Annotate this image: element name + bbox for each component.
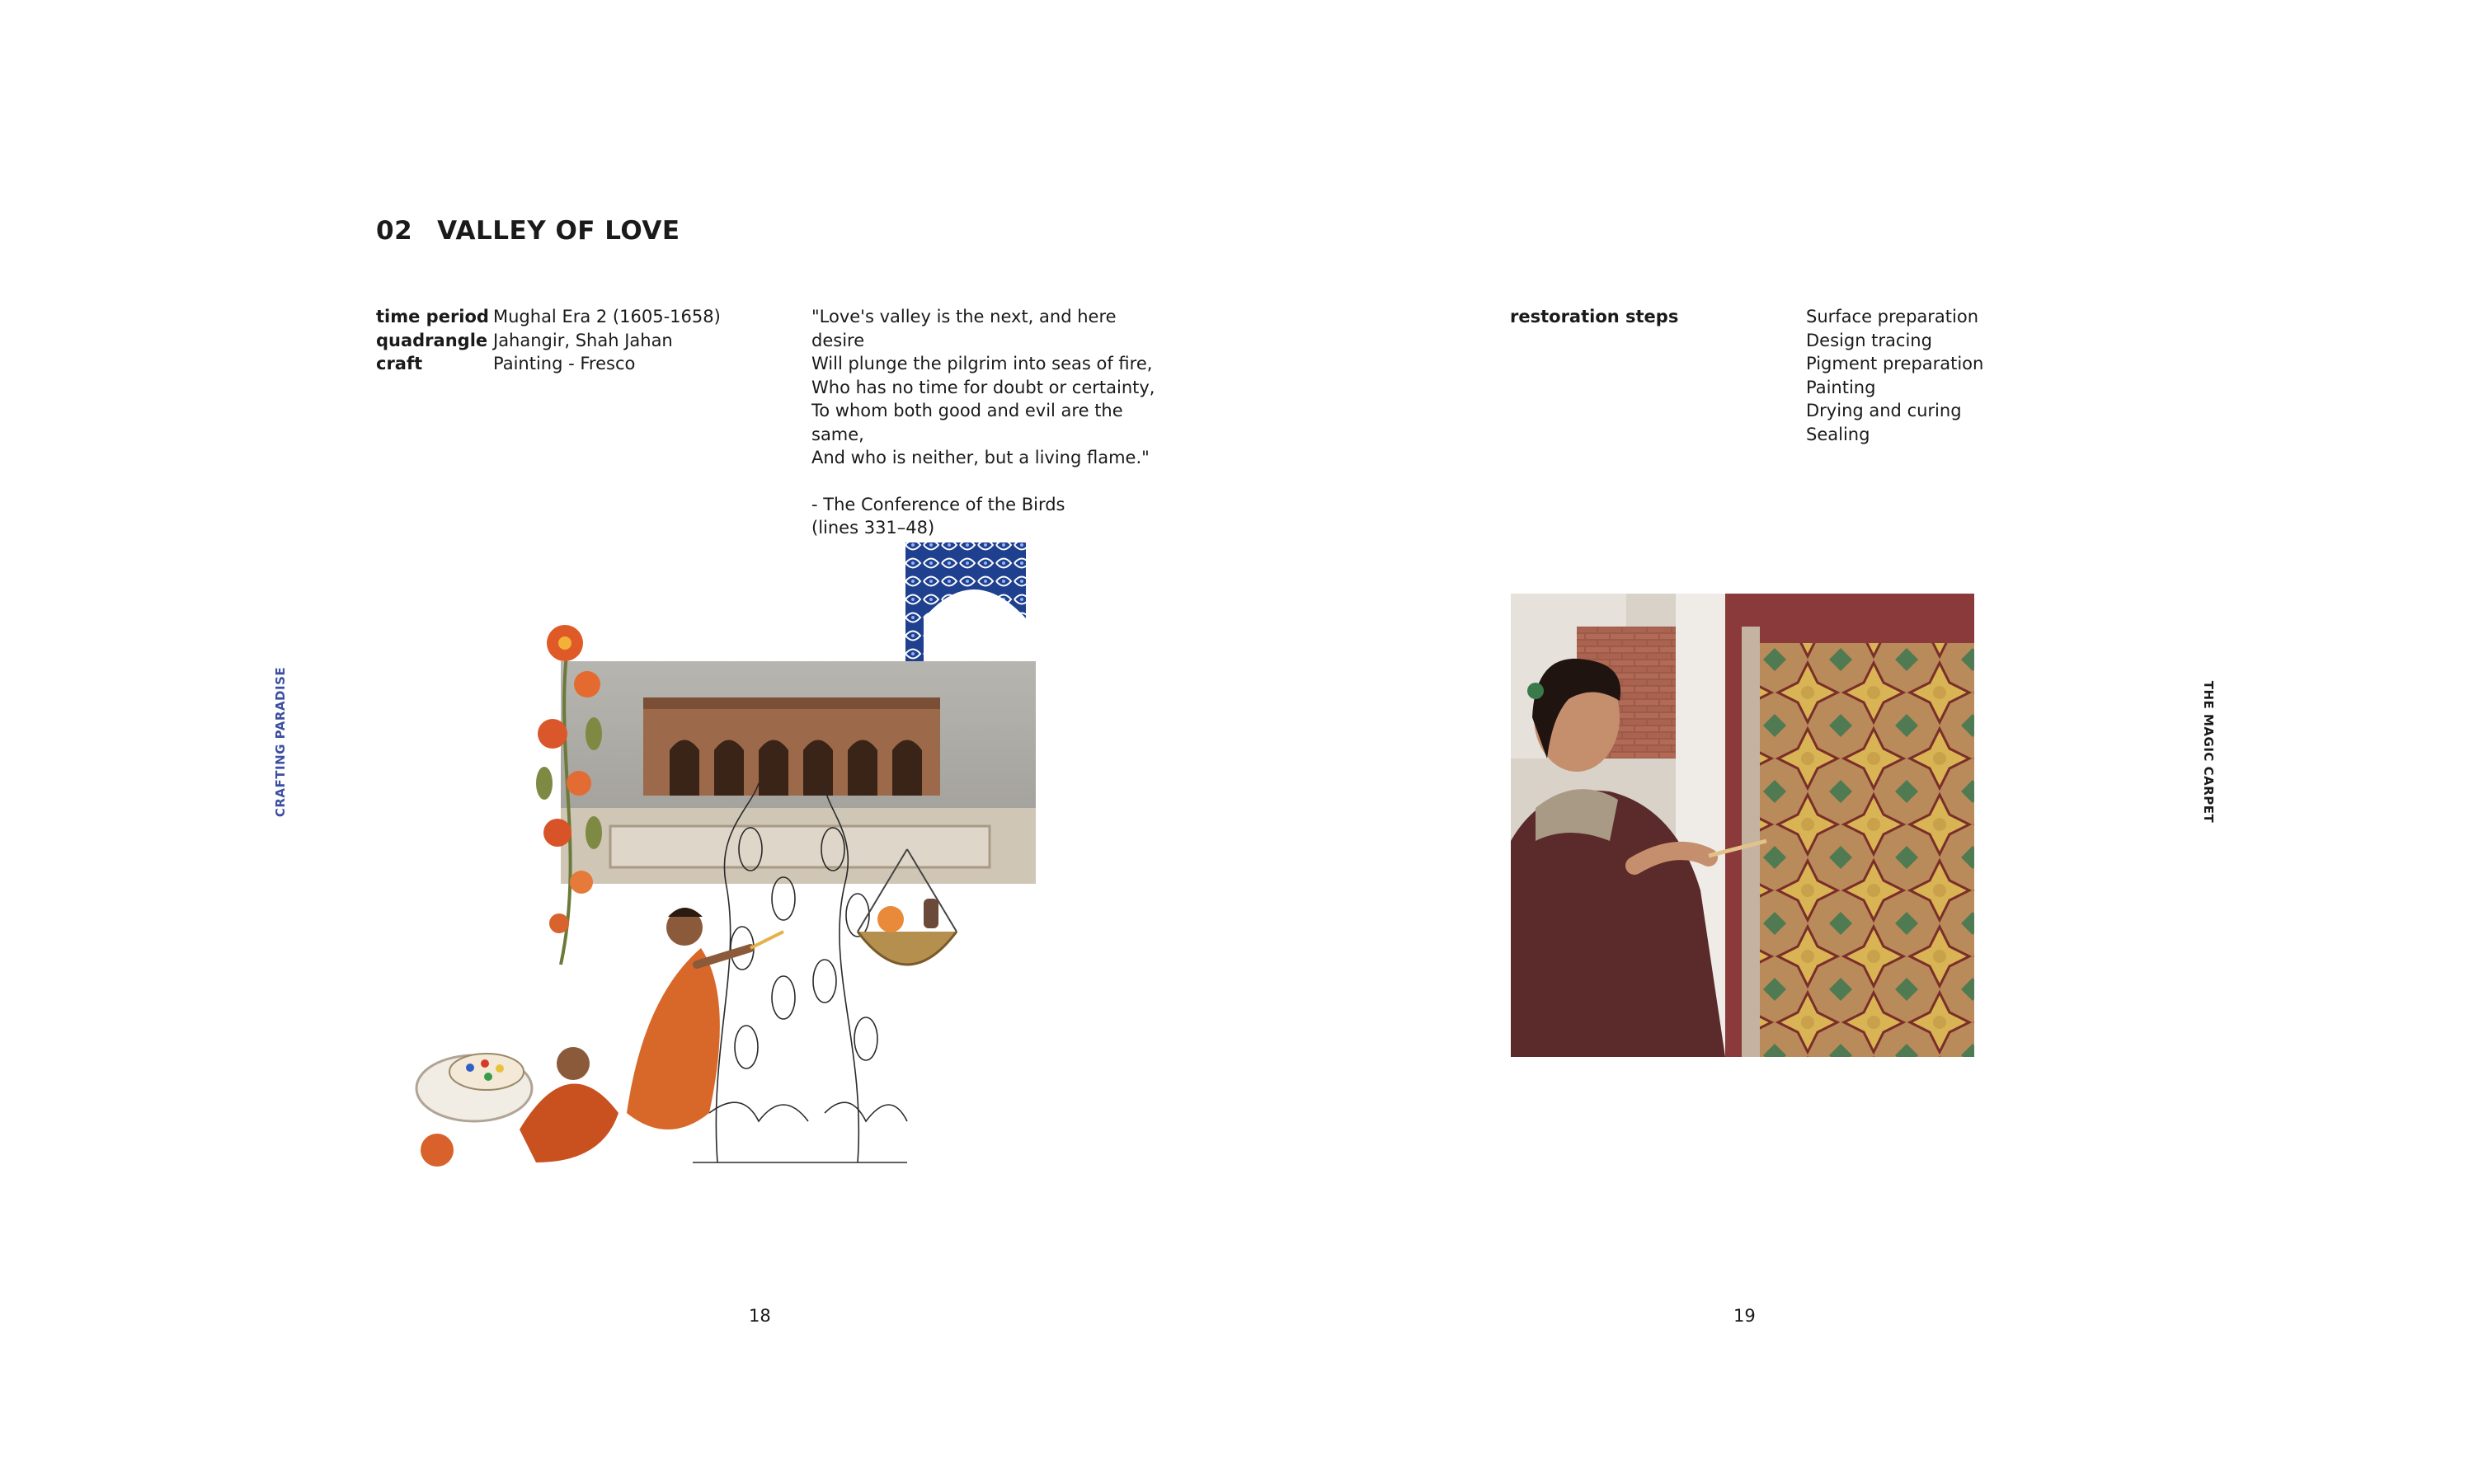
detail-label-craft: craft <box>376 354 423 373</box>
step-item: Pigment preparation <box>1806 354 1984 373</box>
step-item: Painting <box>1806 377 1876 397</box>
quote-line: "Love's valley is the next, and here desire <box>811 307 1117 350</box>
detail-value-time-period: Mughal Era 2 (1605-1658) <box>493 307 721 326</box>
poem-quote <box>811 305 1174 540</box>
step-item: Drying and curing <box>1806 401 1962 420</box>
restoration-photo <box>1511 594 1974 1057</box>
detail-value-craft: Painting - Fresco <box>493 354 636 373</box>
step-item: Sealing <box>1806 424 1870 444</box>
details-labels <box>376 305 489 376</box>
details-values <box>493 305 721 376</box>
detail-label-quadrangle: quadrangle <box>376 330 488 350</box>
detail-value-quadrangle: Jahangir, Shah Jahan <box>493 330 673 350</box>
side-label-left: CRAFTING PARADISE <box>273 666 288 818</box>
side-label-right: THE MAGIC CARPET <box>2201 680 2216 824</box>
quote-source-lines: (lines 331–48) <box>811 518 935 538</box>
page-number-left: 18 <box>749 1306 771 1326</box>
quote-source: - The Conference of the Birds <box>811 494 1065 514</box>
detail-label-time-period: time period <box>376 307 489 326</box>
restoration-steps-list <box>1806 305 1983 446</box>
quote-line: Will plunge the pilgrim into seas of fire, <box>811 354 1153 373</box>
fresco-collage-illustration <box>396 536 1039 1179</box>
step-item: Design tracing <box>1806 330 1932 350</box>
quote-line: Who has no time for doubt or certainty, <box>811 377 1155 397</box>
step-item: Surface preparation <box>1806 307 1979 326</box>
page-number-right: 19 <box>1733 1306 1756 1326</box>
quote-line: To whom both good and evil are the <box>811 401 1123 420</box>
quote-line: same, <box>811 424 864 444</box>
section-heading <box>376 216 680 246</box>
quote-line: And who is neither, but a living flame." <box>811 448 1150 467</box>
section-number: 02 <box>376 216 413 246</box>
section-title: VALLEY OF LOVE <box>437 216 680 246</box>
restoration-steps-label <box>1510 305 1678 329</box>
steps-label: restoration steps <box>1510 307 1679 326</box>
